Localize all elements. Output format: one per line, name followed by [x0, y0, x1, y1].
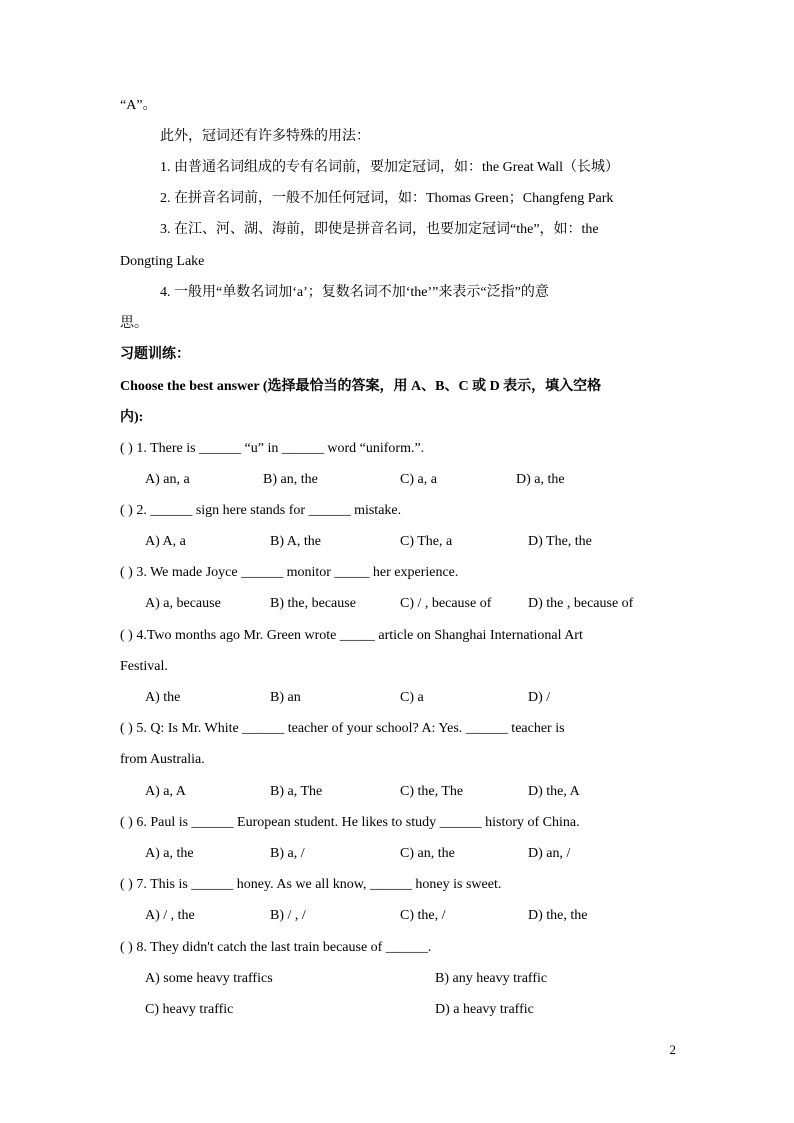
q3-option-c: C) / , because of	[400, 596, 492, 611]
q5-option-d: D) the, A	[528, 784, 580, 799]
q5-option-c: C) the, The	[400, 784, 464, 799]
q1-option-d: D) a, the	[516, 472, 565, 487]
q2-option-b: B) A, the	[270, 534, 321, 549]
q7-option-d: D) the, the	[528, 908, 588, 923]
question-7: ( ) 7. This is ______ honey. As we all know, ______ honey is sweet.	[120, 877, 502, 892]
rule-3: 3. 在江、河、湖、海前，即使是拼音名词，也要加定冠词“the”，如：the	[160, 222, 599, 237]
exercise-instructions: Choose the best answer (选择最恰当的答案，用 A、B、C 或 D 表示，填入空格	[120, 379, 602, 394]
q8-option-d: D) a heavy traffic	[435, 1002, 534, 1017]
q2-option-a: A) A, a	[145, 534, 186, 549]
rule-4: 4. 一般用“单数名词加‘a’；复数名词不加‘the’”来表示“泛指”的意	[160, 285, 549, 300]
q1-option-b: B) an, the	[263, 472, 318, 487]
question-4-cont: Festival.	[120, 659, 168, 674]
q4-option-c: C) a	[400, 690, 424, 705]
q1-option-c: C) a, a	[400, 472, 437, 487]
q6-option-b: B) a, /	[270, 846, 305, 861]
q3-option-d: D) the , because of	[528, 596, 634, 611]
question-8: ( ) 8. They didn't catch the last train because of ______.	[120, 940, 432, 955]
rule-2: 2. 在拼音名词前，一般不加任何冠词，如：Thomas Green；Changfeng Park	[160, 191, 614, 206]
q6-option-a: A) a, the	[145, 846, 194, 861]
q5-option-b: B) a, The	[270, 784, 323, 799]
q4-option-a: A) the	[145, 690, 181, 705]
q5-option-a: A) a, A	[145, 784, 186, 799]
question-6: ( ) 6. Paul is ______ European student. He likes to study ______ history of China.	[120, 815, 580, 830]
rule-3-cont: Dongting Lake	[120, 254, 205, 269]
question-3: ( ) 3. We made Joyce ______ monitor _____ her experience.	[120, 565, 459, 580]
q3-option-a: A) a, because	[145, 596, 221, 611]
rule-1: 1. 由普通名词组成的专有名词前，要加定冠词，如：the Great Wall（长城）	[160, 160, 620, 175]
question-1: ( ) 1. There is ______ “u” in ______ word “uniform.”.	[120, 441, 425, 456]
question-2: ( ) 2. ______ sign here stands for ______ mistake.	[120, 503, 402, 518]
q1-option-a: A) an, a	[145, 472, 190, 487]
page-number: 2	[669, 1042, 676, 1057]
intro-fragment: “A”。	[120, 98, 157, 113]
question-4: ( ) 4.Two months ago Mr. Green wrote _____ article on Shanghai International Art	[120, 628, 583, 643]
q7-option-a: A) / , the	[145, 908, 195, 923]
q6-option-d: D) an, /	[528, 846, 571, 861]
q7-option-c: C) the, /	[400, 908, 446, 923]
q2-option-c: C) The, a	[400, 534, 453, 549]
intro-text: 此外，冠词还有许多特殊的用法：	[160, 129, 370, 144]
rule-4-cont: 思。	[120, 316, 148, 331]
exercise-heading: 习题训练：	[120, 347, 190, 362]
q4-option-d: D) /	[528, 690, 551, 705]
q8-option-b: B) any heavy traffic	[435, 971, 548, 986]
q3-option-b: B) the, because	[270, 596, 356, 611]
q6-option-c: C) an, the	[400, 846, 455, 861]
exercise-instructions-cont: 内):	[120, 410, 144, 425]
q7-option-b: B) / , /	[270, 908, 306, 923]
q8-option-c: C) heavy traffic	[145, 1002, 234, 1017]
question-5-cont: from Australia.	[120, 752, 205, 767]
question-5: ( ) 5. Q: Is Mr. White ______ teacher of your school? A: Yes. ______ teacher is	[120, 721, 565, 736]
q8-option-a: A) some heavy traffics	[145, 971, 273, 986]
q2-option-d: D) The, the	[528, 534, 592, 549]
q4-option-b: B) an	[270, 690, 301, 705]
